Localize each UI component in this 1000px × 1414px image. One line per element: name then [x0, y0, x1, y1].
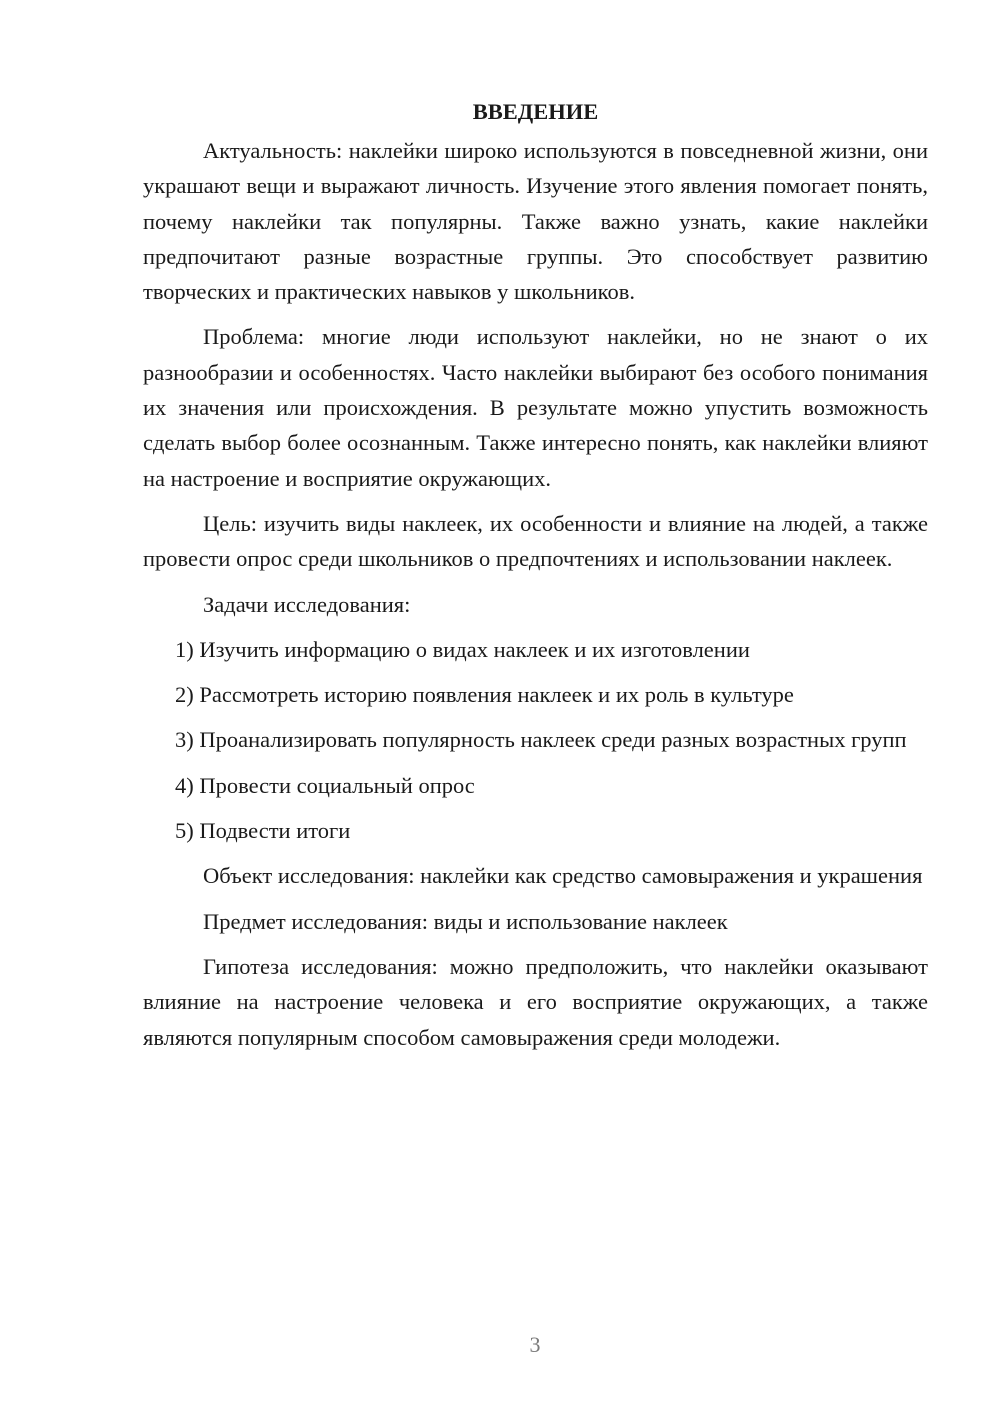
page-number: 3 — [529, 1332, 541, 1357]
paragraph-hypothesis: Гипотеза исследования: можно предположить, что наклейки оказывают влияние на настроение человека и его восприятие окружающих, а также являются популярным способом самовыражения среди молодежи. — [143, 953, 928, 1050]
task-item: 1) Изучить информацию о видах наклеек и их изготовлении — [175, 636, 750, 662]
task-item: 3) Проанализировать популярность наклеек среди разных возрастных групп — [175, 727, 907, 753]
document-page — [143, 94, 928, 1065]
paragraph-goal: Цель: изучить виды наклеек, их особенности и влияние на людей, а также провести опрос среди школьников о предпочтениях и использовании наклеек. — [143, 510, 928, 572]
paragraph-relevance: Актуальность: наклейки широко используются в повседневной жизни, они украшают вещи и выражают личность. Изучение этого явления помогает понять, почему наклейки так популярны. Также важно узнать, какие наклейки предпочитают разные возрастные группы. Это способствует развитию творческих и практических навыков у школьников. — [143, 138, 928, 305]
paragraph-problem: Проблема: многие люди используют наклейки, но не знают о их разнообразии и особенностях. Часто наклейки выбирают без особого понимания их значения или происхождения. В результате можно упустить возможность сделать выбор более осознанным. Также интересно понять, как наклейки влияют на настроение и восприятие окружающих. — [143, 324, 928, 491]
paragraph-object: Объект исследования: наклейки как средство самовыражения и украшения — [203, 863, 923, 889]
task-item: 2) Рассмотреть историю появления наклеек и их роль в культуре — [175, 682, 794, 708]
section-title: ВВЕДЕНИЕ — [472, 99, 599, 124]
task-item: 5) Подвести итоги — [175, 818, 351, 844]
task-item: 4) Провести социальный опрос — [175, 772, 475, 798]
paragraph-subject: Предмет исследования: виды и использование наклеек — [203, 908, 728, 934]
tasks-heading: Задачи исследования: — [203, 591, 411, 617]
